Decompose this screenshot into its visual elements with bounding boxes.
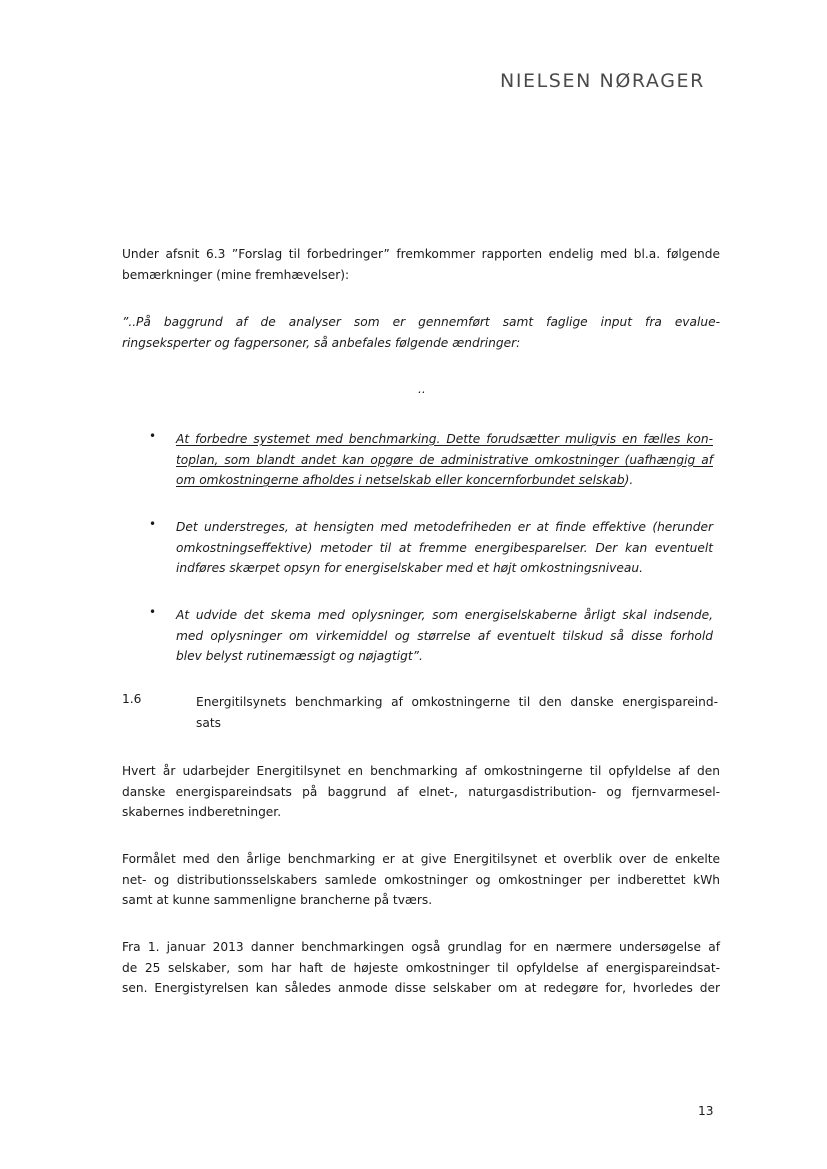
section-number: 1.6 [122, 692, 142, 706]
intro-line: bemærkninger (mine fremhævelser): [122, 267, 350, 282]
bullet-marker: • [149, 517, 157, 531]
section-title-line: sats [196, 715, 221, 730]
bullet-line: indføres skærpet opsyn for energiselskaber med et højt omkostningsniveau. [176, 561, 643, 575]
bullet-line: omkostningseffektive) metoder til at fremme energibesparelser. Der kan eventuelt [176, 540, 713, 555]
body-line: sen. Energistyrelsen kan således anmode disse selskaber om at redegøre for, hvorledes der [122, 981, 720, 995]
body-paragraph [122, 849, 720, 911]
body-line: net- og distributionsselskabers samlede omkostninger og omkostninger per indberettet kWh [122, 872, 720, 887]
bullet-line: med oplysninger om virkemiddel og størrelse af eventuelt tilskud så disse forhold [176, 628, 713, 643]
bullet-item-benchmarking [176, 429, 713, 491]
quote-ellipsis: .. [418, 382, 426, 396]
quote-line: ringseksperter og fagpersoner, så anbefales følgende ændringer: [122, 335, 521, 350]
bullet-line: Det understreges, at hensigten med metodefriheden er at finde effektive (herunder [176, 520, 713, 534]
quote-paragraph [122, 312, 720, 353]
bullet-line: om omkostningerne afholdes i netselskab eller koncernforbundet selskab [176, 473, 625, 487]
section-title-line: Energitilsynets benchmarking af omkostningerne til den danske energispareind- [196, 695, 718, 709]
intro-paragraph [122, 244, 720, 285]
quote-line: ”..På baggrund af de analyser som er gennemført samt faglige input fra evalue- [122, 315, 720, 329]
bullet-line: toplan, som blandt andet kan opgøre de administrative omkostninger (uafhængig af [176, 452, 713, 467]
body-paragraph [122, 761, 720, 823]
body-line: Fra 1. januar 2013 danner benchmarkingen også grundlag for en nærmere undersøgelse af [122, 940, 720, 954]
bullet-marker: • [149, 429, 157, 443]
intro-line: Under afsnit 6.3 ”Forslag til forbedringer” fremkommer rapporten endelig med bl.a. følgende [122, 247, 720, 261]
bullet-marker: • [149, 605, 157, 619]
body-line: samt at kunne sammenligne brancherne på tværs. [122, 893, 433, 907]
company-logo: NIELSEN NØRAGER [500, 70, 705, 92]
bullet-line: At forbedre systemet med benchmarking. Dette forudsætter muligvis en fælles kon- [176, 432, 713, 446]
body-paragraph [122, 937, 720, 999]
section-title [196, 692, 718, 733]
body-line: Formålet med den årlige benchmarking er at give Energitilsynet et overblik over de enkelte [122, 852, 720, 866]
bullet-line-tail: ). [624, 473, 634, 487]
bullet-item-schema [176, 605, 713, 667]
body-line: skabernes indberetninger. [122, 805, 282, 819]
body-line: danske energispareindsats på baggrund af elnet-, naturgasdistribution- og fjernvarmesel- [122, 784, 720, 799]
bullet-line: blev belyst rutinemæssigt og nøjagtigt”. [176, 649, 423, 663]
body-line: de 25 selskaber, som har haft de højeste omkostninger til opfyldelse af energispareindsat- [122, 960, 720, 975]
bullet-line: At udvide det skema med oplysninger, som energiselskaberne årligt skal indsende, [176, 608, 713, 622]
page-number: 13 [698, 1104, 714, 1118]
bullet-line-wrap [176, 470, 713, 491]
body-line: Hvert år udarbejder Energitilsynet en benchmarking af omkostningerne til opfyldelse af den [122, 764, 720, 778]
bullet-item-methodfreedom [176, 517, 713, 579]
